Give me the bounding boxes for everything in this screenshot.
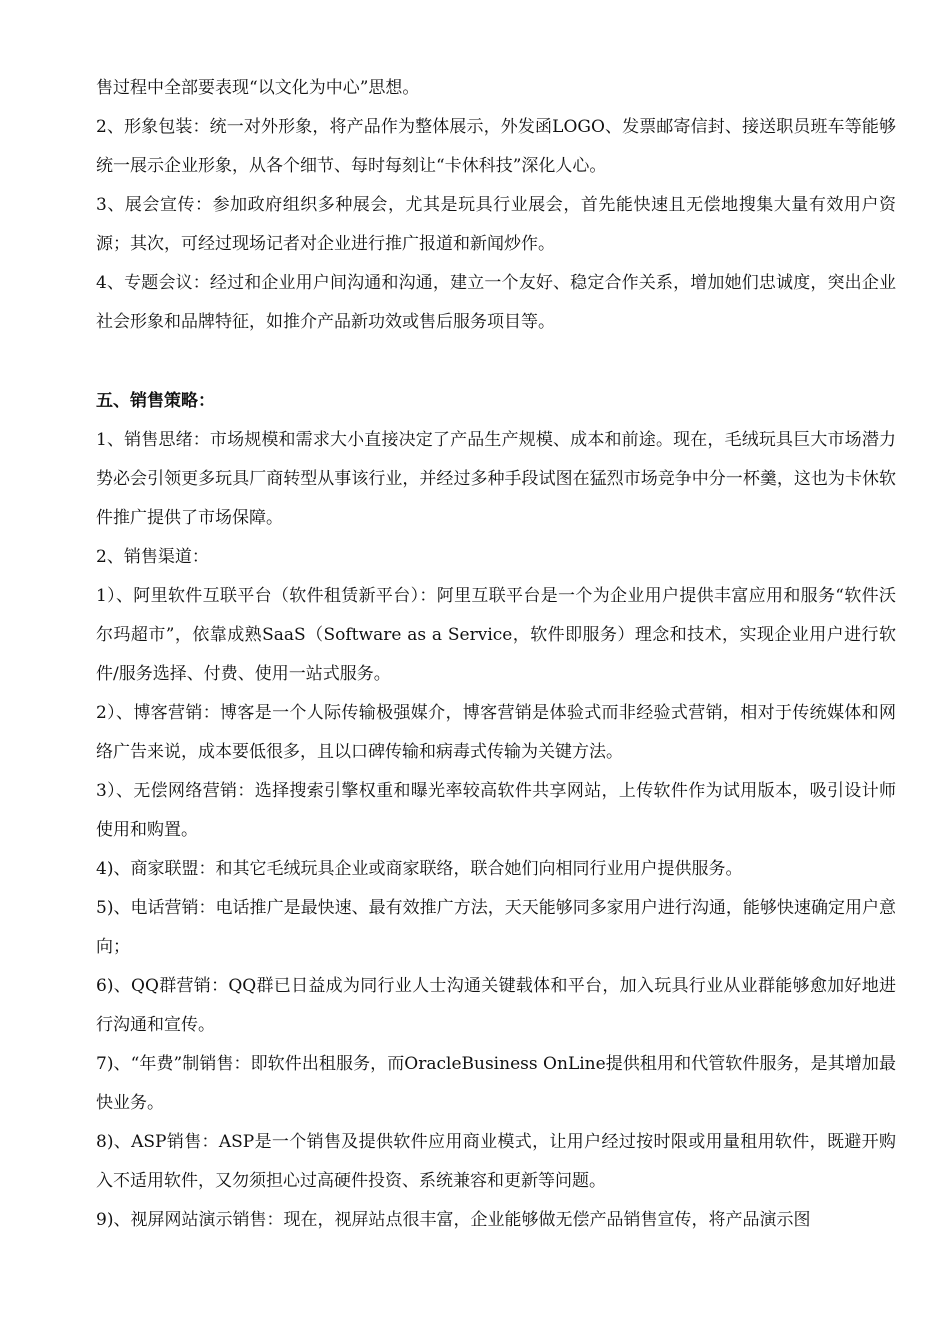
channel-item-2: 2）、博客营销：博客是一个人际传输极强媒介，博客营销是体验式而非经验式营销，相对于传统媒体和网络广告来说，成本要低很多，且以口碑传输和病毒式传输为关键方法。	[96, 703, 896, 762]
channel-item-7: 7)、“年费”制销售：即软件出租服务，而OracleBusiness OnLine提供租用和代管软件服务，是其增加最快业务。	[96, 1054, 896, 1113]
paragraph-sales-channels: 2、销售渠道：	[96, 547, 209, 567]
channel-item-9: 9)、视屏网站演示销售：现在，视屏站点很丰富，企业能够做无偿产品销售宣传，将产品演示图	[96, 1210, 811, 1230]
channel-item-5: 5)、电话营销：电话推广是最快速、最有效推广方法，天天能够同多家用户进行沟通，能够快速确定用户意向；	[96, 898, 896, 957]
paragraph-continuation: 售过程中全部要表现“以文化为中心”思想。	[96, 78, 420, 98]
channel-item-3: 3）、无偿网络营销：选择搜索引擎权重和曝光率较高软件共享网站，上传软件作为试用版本，吸引设计师使用和购置。	[96, 781, 896, 840]
paragraph-exhibition: 3、展会宣传：参加政府组织多种展会，尤其是玩具行业展会，首先能快速且无偿地搜集大量有效用户资源；其次，可经过现场记者对企业进行推广报道和新闻炒作。	[96, 195, 896, 254]
channel-item-6: 6)、QQ群营销：QQ群已日益成为同行业人士沟通关键载体和平台，加入玩具行业从业群能够愈加好地进行沟通和宣传。	[96, 976, 896, 1035]
paragraph-image-packaging: 2、形象包装：统一对外形象，将产品作为整体展示，外发函LOGO、发票邮寄信封、接送职员班车等能够统一展示企业形象，从各个细节、每时每刻让“卡休科技”深化人心。	[96, 117, 896, 176]
section-heading: 五、销售策略：	[96, 391, 215, 411]
channel-item-4: 4)、商家联盟：和其它毛绒玩具企业或商家联络，联合她们向相同行业用户提供服务。	[96, 859, 743, 879]
paragraph-sales-thinking: 1、销售思绪：市场规模和需求大小直接决定了产品生产规模、成本和前途。现在，毛绒玩具巨大市场潜力势必会引领更多玩具厂商转型从事该行业，并经过多种手段试图在猛烈市场竞争中分一杯羹，这也为卡休软件推广提供了市场保障。	[96, 430, 896, 528]
channel-item-1: 1）、阿里软件互联平台（软件租赁新平台）：阿里互联平台是一个为企业用户提供丰富应用和服务“软件沃尔玛超市”，依靠成熟SaaS（Software as a Service，软件即服务）理念和技术，实现企业用户进行软件/服务选择、付费、使用一站式服务。	[96, 586, 896, 684]
channel-item-8: 8)、ASP销售：ASP是一个销售及提供软件应用商业模式，让用户经过按时限或用量租用软件，既避开购入不适用软件，又勿须担心过高硬件投资、系统兼容和更新等问题。	[96, 1132, 896, 1191]
paragraph-topic-meeting: 4、专题会议：经过和企业用户间沟通和沟通，建立一个友好、稳定合作关系，增加她们忠诚度，突出企业社会形象和品牌特征，如推介产品新功效或售后服务项目等。	[96, 273, 896, 332]
